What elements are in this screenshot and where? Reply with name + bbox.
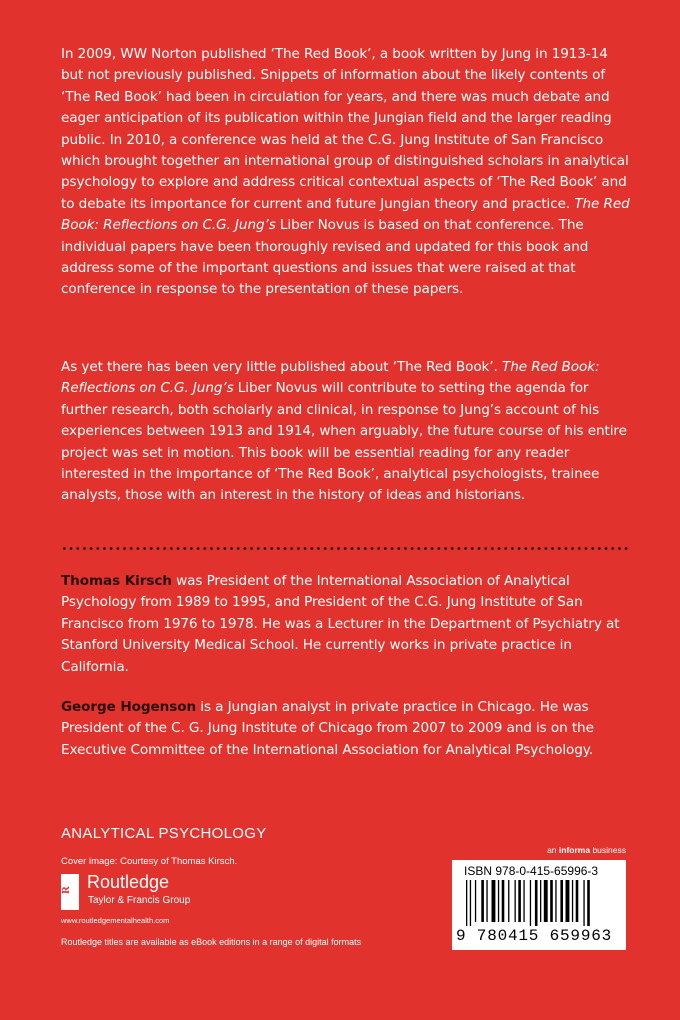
informa-suffix: business xyxy=(590,845,626,855)
logo-mark-letter: R xyxy=(59,886,72,894)
book-title-roman: Liber Novus xyxy=(275,217,360,234)
blurb-paragraph-1 xyxy=(61,44,633,301)
routledge-logo-icon xyxy=(61,874,79,910)
informa-brand: informa xyxy=(558,845,591,855)
barcode-icon xyxy=(460,880,618,926)
isbn-digits: 9 780415 659963 xyxy=(456,927,613,945)
author-bio-1 xyxy=(61,571,633,678)
author-bio-text: was President of the International Association of Analytical Psychology from 1989 to 1995, and President of the C.G. Jung Institute of San Francisco from 1976 to 1978. He was a Lecturer in the Department of Psychiatry at Stanford University Medical School. He currently works in private practice in California. xyxy=(61,573,620,675)
dotted-divider xyxy=(61,546,629,551)
publisher-name: Routledge xyxy=(87,872,170,892)
blurb-paragraph-2 xyxy=(61,357,633,507)
blurb-text: is based on that conference. The individual papers have been thoroughly revised and updated for this book and address some of the important questions and issues that were raised at that conference in response to the presentation of these papers. xyxy=(61,217,589,298)
blurb-text: As yet there has been very little published about ‘The Red Book’. xyxy=(61,359,502,375)
author-bio-2 xyxy=(61,697,633,761)
isbn-barcode xyxy=(452,860,626,950)
book-title-italic: The Red Book: Reflections on C.G. Jung’s xyxy=(61,195,630,234)
author-name: George Hogenson xyxy=(61,699,197,715)
publisher-website[interactable]: www.routledgementalhealth.com xyxy=(61,916,170,925)
book-title-roman: Liber Novus xyxy=(233,380,318,397)
isbn-label: ISBN 978-0-415-65996-3 xyxy=(464,864,599,878)
publisher-logo xyxy=(61,872,211,916)
cover-credit: Cover image: Courtesy of Thomas Kirsch. xyxy=(61,856,238,867)
informa-prefix: an xyxy=(547,845,559,855)
informa-tagline xyxy=(547,845,626,855)
author-bio-text: is a Jungian analyst in private practice in Chicago. He was President of the C. G. Jung Institute of Chicago from 2007 to 2009 and is on the Executive Committee of the International Association for Analytical Psychology. xyxy=(61,699,594,758)
blurb-text: will contribute to setting the agenda for further research, both scholarly and clinical, in response to Jung’s account of his experiences between 1913 and 1914, when arguably, the future course of his entire project was set in motion. This book will be essential reading for any reader interested in the importance of ‘The Red Book’, analytical psychologists, trainee analysts, those with an interest in the history of ideas and historians. xyxy=(61,380,627,504)
blurb-text: In 2009, WW Norton published ‘The Red Book’, a book written by Jung in 1913-14 but not previously published. Snippets of information about the likely contents of ‘The Red Book’ had been in circulation for years, and there was much debate and eager anticipation of its publication within the Jungian field and the larger reading public. In 2010, a conference was held at the C.G. Jung Institute of San Francisco which brought together an international group of distinguished scholars in analytical psychology to explore and address critical contextual aspects of ‘The Red Book’ and to debate its importance for current and future Jungian theory and practice. xyxy=(61,46,629,212)
series-label: ANALYTICAL PSYCHOLOGY xyxy=(61,825,267,842)
ebook-note: Routledge titles are available as eBook editions in a range of digital formats xyxy=(61,937,362,947)
book-title-italic: The Red Book: Reflections on C.G. Jung’s xyxy=(61,359,600,397)
author-name: Thomas Kirsch xyxy=(61,573,172,589)
publisher-group: Taylor & Francis Group xyxy=(88,895,191,906)
